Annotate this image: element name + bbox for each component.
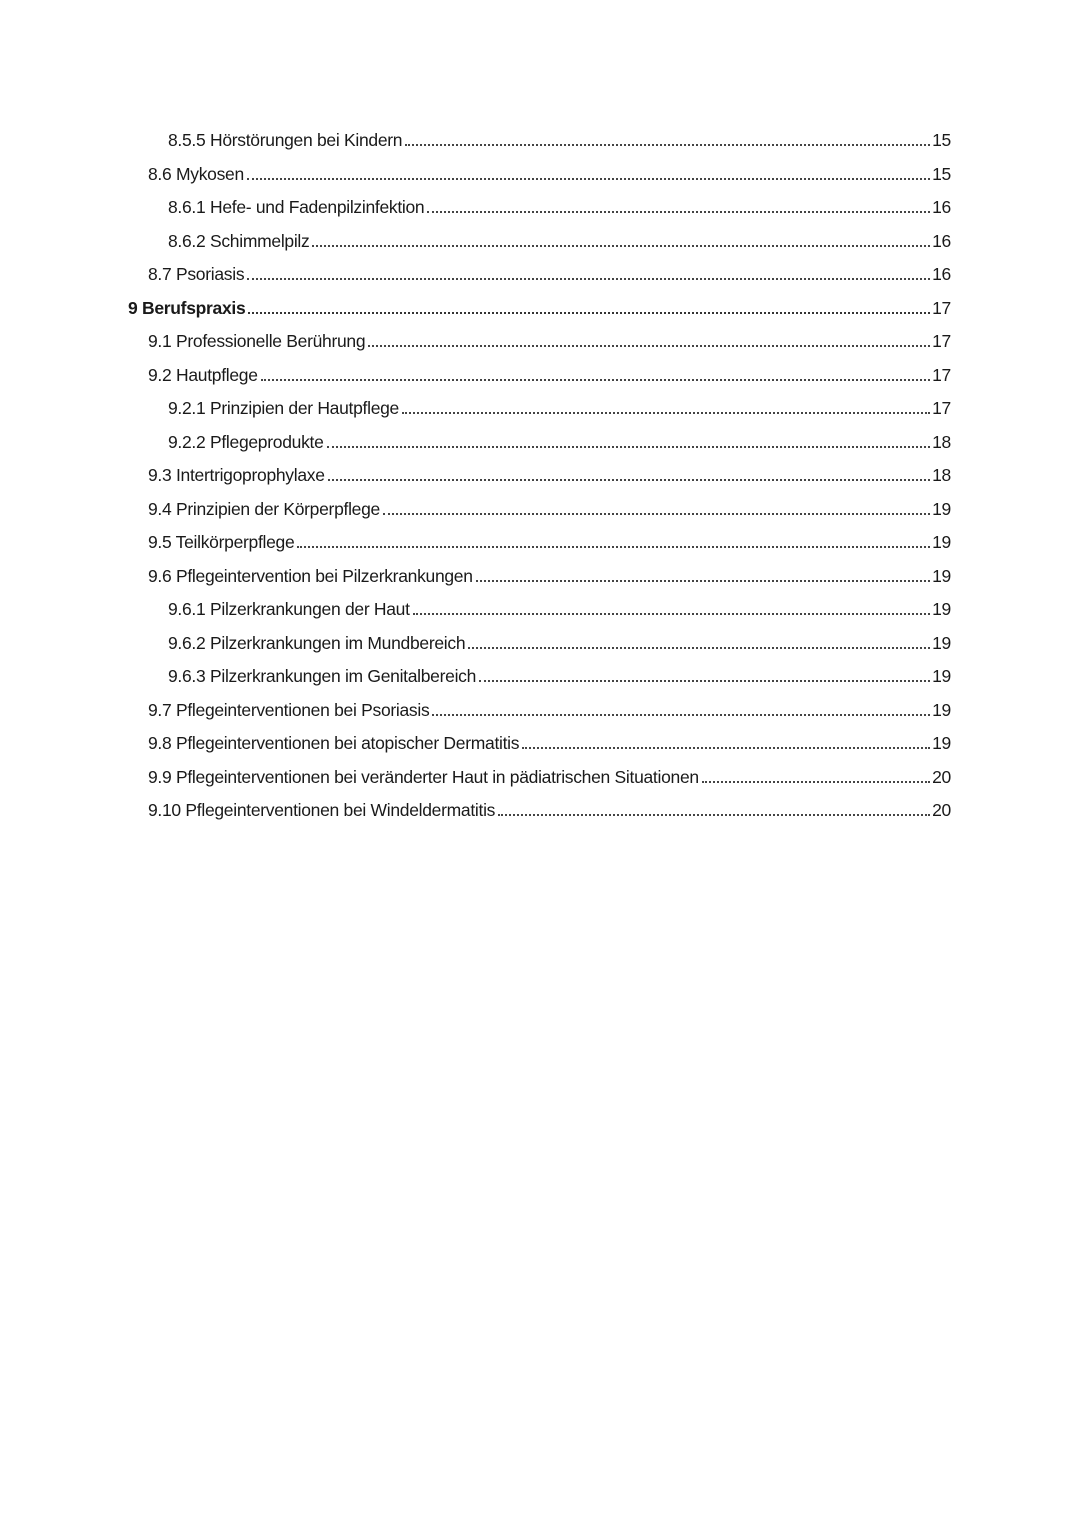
- toc-entry-title: 8.6 Mykosen: [148, 163, 244, 184]
- toc-entry[interactable]: [128, 493, 951, 527]
- toc-entry-page-number: 19: [932, 733, 951, 753]
- toc-entry-page-number: 17: [932, 331, 951, 351]
- toc-entry-title: 9.2 Hautpflege: [148, 364, 258, 385]
- toc-entry[interactable]: [128, 627, 951, 661]
- toc-entry-page-number: 17: [932, 364, 951, 385]
- toc-entry-page-number: 20: [932, 800, 951, 820]
- toc-entry-page-number: 19: [932, 599, 951, 619]
- toc-entry-title: 9 Berufspraxis: [128, 297, 246, 318]
- toc-dot-leader: [297, 546, 930, 548]
- toc-entry-title: 8.7 Psoriasis: [148, 264, 245, 284]
- toc-entry-title: 9.3 Intertrigoprophylaxe: [148, 465, 325, 485]
- toc-entry[interactable]: [128, 359, 951, 393]
- toc-entry-title: 9.6.1 Pilzerkrankungen der Haut: [168, 599, 410, 619]
- toc-dot-leader: [328, 479, 930, 481]
- toc-entry-title: 8.6.2 Schimmelpilz: [168, 230, 310, 251]
- toc-entry-title: 9.1 Professionelle Berührung: [148, 331, 366, 351]
- toc-dot-leader: [522, 747, 930, 749]
- toc-entry[interactable]: [128, 124, 951, 158]
- toc-entry[interactable]: [128, 593, 951, 627]
- toc-entry[interactable]: [128, 761, 951, 795]
- toc-entry-page-number: 16: [932, 197, 951, 217]
- toc-dot-leader: [247, 278, 930, 280]
- table-of-contents: [128, 124, 951, 828]
- toc-entry-page-number: 19: [932, 632, 951, 653]
- toc-entry[interactable]: [128, 392, 951, 426]
- toc-entry[interactable]: [128, 660, 951, 694]
- toc-entry[interactable]: [128, 258, 951, 292]
- toc-dot-leader: [498, 814, 930, 816]
- toc-entry-title: 9.9 Pflegeinterventionen bei veränderter Haut in pädiatrischen Situationen: [148, 766, 699, 787]
- toc-dot-leader: [405, 144, 930, 146]
- toc-entry[interactable]: [128, 727, 951, 761]
- toc-dot-leader: [402, 412, 930, 414]
- toc-entry[interactable]: [128, 526, 951, 560]
- toc-entry-title: 9.4 Prinzipien der Körperpflege: [148, 498, 380, 519]
- toc-dot-leader: [413, 613, 930, 615]
- toc-entry-title: 9.6.3 Pilzerkrankungen im Genitalbereich: [168, 666, 477, 686]
- toc-dot-leader: [383, 513, 930, 515]
- toc-entry[interactable]: [128, 292, 951, 326]
- toc-entry-title: 9.10 Pflegeinterventionen bei Windeldermatitis: [148, 800, 496, 820]
- toc-entry-title: 9.6.2 Pilzerkrankungen im Mundbereich: [168, 632, 466, 653]
- toc-entry-page-number: 15: [932, 163, 951, 184]
- toc-dot-leader: [468, 647, 930, 649]
- toc-dot-leader: [432, 714, 930, 716]
- toc-entry-title: 9.2.2 Pflegeprodukte: [168, 431, 324, 452]
- toc-entry[interactable]: [128, 794, 951, 828]
- toc-entry-title: 8.5.5 Hörstörungen bei Kindern: [168, 130, 403, 150]
- toc-entry-title: 9.7 Pflegeinterventionen bei Psoriasis: [148, 699, 430, 720]
- toc-entry-page-number: 18: [932, 465, 951, 485]
- toc-entry-page-number: 17: [932, 297, 951, 318]
- toc-dot-leader: [427, 211, 930, 213]
- toc-entry-page-number: 20: [932, 766, 951, 787]
- toc-entry-page-number: 19: [932, 699, 951, 720]
- toc-entry[interactable]: [128, 459, 951, 493]
- toc-entry-page-number: 19: [932, 498, 951, 519]
- toc-dot-leader: [248, 312, 930, 314]
- toc-entry-page-number: 18: [932, 431, 951, 452]
- toc-dot-leader: [368, 345, 930, 347]
- toc-entry-page-number: 16: [932, 264, 951, 284]
- toc-entry-title: 8.6.1 Hefe- und Fadenpilzinfektion: [168, 197, 425, 217]
- toc-entry-page-number: 15: [932, 130, 951, 150]
- toc-entry-page-number: 19: [932, 666, 951, 686]
- toc-entry[interactable]: [128, 191, 951, 225]
- toc-entry-page-number: 17: [932, 398, 951, 418]
- toc-entry[interactable]: [128, 560, 951, 594]
- toc-entry-title: 9.8 Pflegeinterventionen bei atopischer Dermatitis: [148, 733, 520, 753]
- toc-dot-leader: [476, 580, 930, 582]
- toc-entry-title: 9.6 Pflegeintervention bei Pilzerkrankungen: [148, 565, 473, 586]
- toc-entry-page-number: 16: [932, 230, 951, 251]
- toc-entry-page-number: 19: [932, 532, 951, 552]
- toc-entry[interactable]: [128, 426, 951, 460]
- toc-entry[interactable]: [128, 225, 951, 259]
- toc-dot-leader: [247, 178, 930, 180]
- toc-entry[interactable]: [128, 158, 951, 192]
- toc-entry[interactable]: [128, 325, 951, 359]
- toc-entry[interactable]: [128, 694, 951, 728]
- toc-dot-leader: [312, 245, 930, 247]
- toc-entry-title: 9.2.1 Prinzipien der Hautpflege: [168, 398, 399, 418]
- toc-entry-title: 9.5 Teilkörperpflege: [148, 532, 295, 552]
- toc-dot-leader: [479, 680, 930, 682]
- toc-dot-leader: [261, 379, 930, 381]
- toc-dot-leader: [327, 446, 931, 448]
- toc-dot-leader: [702, 781, 930, 783]
- toc-entry-page-number: 19: [932, 565, 951, 586]
